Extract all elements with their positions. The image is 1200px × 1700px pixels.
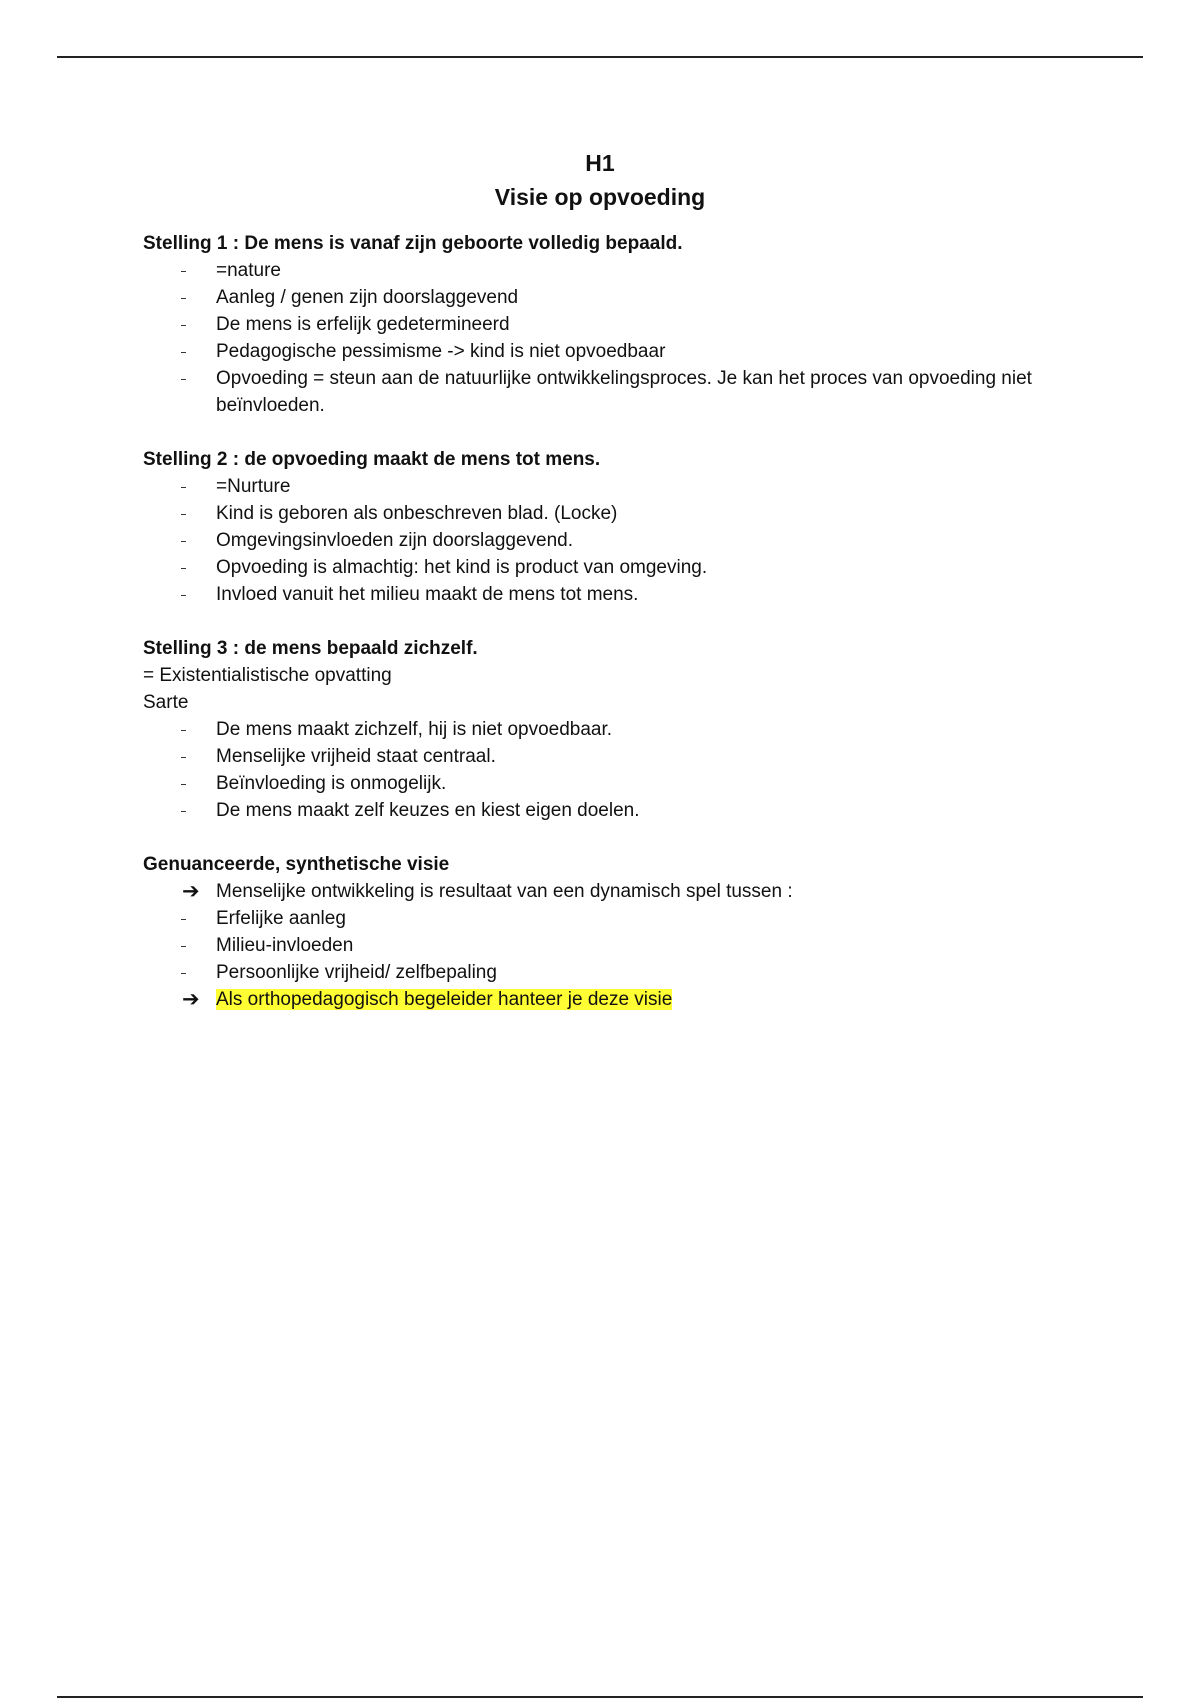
list-item-text: Opvoeding is almachtig: het kind is product van omgeving.	[216, 557, 708, 578]
document-body	[143, 146, 1063, 1040]
list-item-text: Pedagogische pessimisme -> kind is niet opvoedbaar	[216, 341, 666, 362]
list-item	[143, 986, 1063, 1013]
bullet-list	[143, 878, 1063, 1013]
list-item-text: Erfelijke aanleg	[216, 908, 346, 929]
list-item	[143, 527, 1063, 554]
bullet-list	[143, 257, 1063, 419]
list-item-text: Persoonlijke vrijheid/ zelfbepaling	[216, 962, 497, 983]
section-stelling-2	[143, 446, 1063, 608]
list-item-text: =nature	[216, 260, 281, 281]
list-item	[143, 500, 1063, 527]
list-item-text: Menselijke vrijheid staat centraal.	[216, 746, 496, 767]
list-item	[143, 581, 1063, 608]
list-item	[143, 311, 1063, 338]
list-item	[143, 959, 1063, 986]
list-item-text: Invloed vanuit het milieu maakt de mens tot mens.	[216, 584, 639, 605]
bullet-list	[143, 473, 1063, 608]
section-heading: Stelling 2 : de opvoeding maakt de mens tot mens.	[143, 449, 601, 470]
list-item-text: De mens maakt zelf keuzes en kiest eigen doelen.	[216, 800, 640, 821]
section-stelling-3	[143, 635, 1063, 824]
bullet-list	[143, 716, 1063, 824]
list-item-text: =Nurture	[216, 476, 291, 497]
list-item-text: Milieu-invloeden	[216, 935, 354, 956]
list-item	[143, 905, 1063, 932]
arrow-right-icon: ➔	[182, 988, 200, 1011]
chapter-number: H1	[585, 150, 615, 176]
list-item-text: Beïnvloeding is onmogelijk.	[216, 773, 447, 794]
list-item	[143, 338, 1063, 365]
section-stelling-1	[143, 230, 1063, 419]
list-item	[143, 365, 1063, 419]
footer-rule	[57, 1696, 1143, 1698]
section-author: Sarte	[143, 692, 189, 713]
section-heading: Stelling 3 : de mens bepaald zichzelf.	[143, 638, 478, 659]
list-item-text: De mens maakt zichzelf, hij is niet opvoedbaar.	[216, 719, 613, 740]
chapter-title: Visie op opvoeding	[494, 184, 706, 210]
highlighted-conclusion: Als orthopedagogisch begeleider hanteer je deze visie	[216, 989, 673, 1010]
section-synthetische-visie	[143, 851, 1063, 1013]
list-item	[143, 770, 1063, 797]
list-item	[143, 878, 1063, 905]
list-item	[143, 743, 1063, 770]
list-item-text: De mens is erfelijk gedetermineerd	[216, 314, 510, 335]
arrow-right-icon: ➔	[182, 880, 200, 903]
section-heading: Genuanceerde, synthetische visie	[143, 854, 450, 875]
list-item-text: Menselijke ontwikkeling is resultaat van een dynamisch spel tussen :	[216, 881, 793, 902]
list-item	[143, 797, 1063, 824]
list-item-text: Omgevingsinvloeden zijn doorslaggevend.	[216, 530, 574, 551]
header-rule	[57, 56, 1143, 58]
list-item-text: Kind is geboren als onbeschreven blad. (Locke)	[216, 503, 618, 524]
list-item-text: Opvoeding = steun aan de natuurlijke ontwikkelingsproces. Je kan het proces van opvoeding niet beïnvloeden.	[216, 368, 1032, 416]
list-item	[143, 932, 1063, 959]
list-item	[143, 716, 1063, 743]
list-item-text: Aanleg / genen zijn doorslaggevend	[216, 287, 519, 308]
list-item	[143, 473, 1063, 500]
document-title	[143, 146, 1063, 214]
list-item	[143, 554, 1063, 581]
section-heading: Stelling 1 : De mens is vanaf zijn geboorte volledig bepaald.	[143, 233, 683, 254]
list-item	[143, 257, 1063, 284]
list-item	[143, 284, 1063, 311]
section-note: = Existentialistische opvatting	[143, 665, 392, 686]
